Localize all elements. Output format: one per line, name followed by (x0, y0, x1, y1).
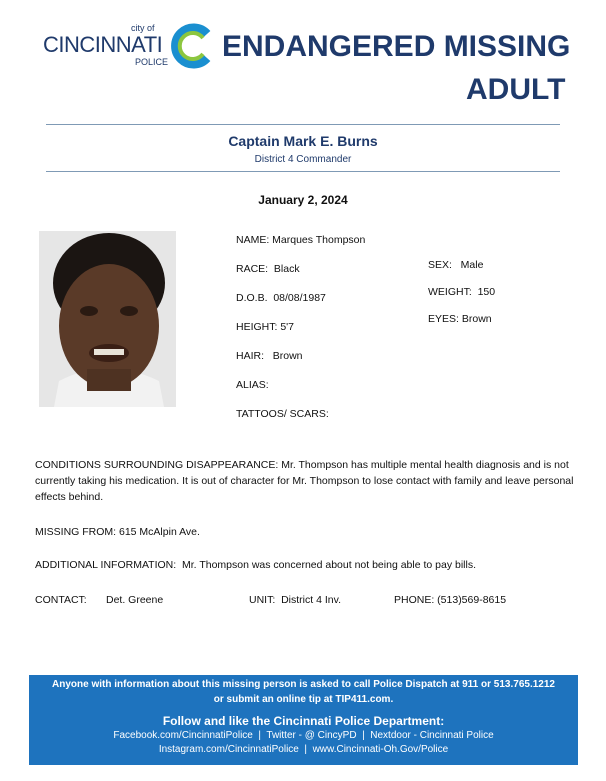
bottom-divider (46, 171, 560, 172)
logo-city-of: city of (131, 23, 155, 33)
missing-person-photo (39, 231, 176, 407)
date: January 2, 2024 (258, 193, 348, 207)
page-title-line2: ADULT (466, 73, 566, 106)
page-title: ENDANGERED MISSING (222, 30, 571, 63)
field-eyes: EYES: Brown (428, 313, 492, 325)
c-emblem-icon (167, 22, 213, 70)
tip-banner (29, 675, 578, 765)
contact-label: CONTACT: (35, 594, 87, 606)
contact-name: Det. Greene (106, 594, 164, 606)
banner-follow-heading: Follow and like the Cincinnati Police Department: (162, 714, 445, 728)
field-weight: WEIGHT: 150 (428, 286, 496, 298)
top-divider (46, 124, 560, 125)
commander-title: District 4 Commander (254, 154, 352, 165)
additional-info-text: ADDITIONAL INFORMATION: Mr. Thompson was concerned about not being able to pay bills. (35, 559, 476, 571)
missing-from-text: MISSING FROM: 615 McAlpin Ave. (35, 526, 200, 538)
contact-phone: PHONE: (513)569-8615 (394, 594, 507, 606)
field-hair: HAIR: Brown (236, 350, 303, 362)
banner-line-2: or submit an online tip at TIP411.com. (213, 694, 394, 705)
field-height: HEIGHT: 5'7 (236, 321, 295, 333)
field-name: NAME: Marques Thompson (236, 234, 366, 246)
banner-line-1: Anyone with information about this missing person is asked to call Police Dispatch at 911 or 513.765.1212 (52, 679, 555, 690)
conditions-text: CONDITIONS SURROUNDING DISAPPEARANCE: Mr. Thompson has multiple mental health diagnosis and is not currently taking his medication. It is out of character for Mr. Thompson to lose contact with family and leave personal effects behind. (35, 459, 574, 503)
field-tattoos: TATTOOS/ SCARS: (236, 408, 329, 420)
field-sex: SEX: Male (428, 259, 484, 271)
logo-police: POLICE (135, 57, 169, 67)
banner-social-line-1: Facebook.com/CincinnatiPolice | Twitter - @ CincyPD | Nextdoor - Cincinnati Police (113, 730, 494, 741)
logo (43, 22, 213, 72)
banner-social-line-2: Instagram.com/CincinnatiPolice | www.Cincinnati-Oh.Gov/Police (158, 744, 449, 755)
logo-cincinnati: CINCINNATI (43, 32, 163, 57)
contact-unit: UNIT: District 4 Inv. (249, 594, 341, 606)
field-alias: ALIAS: (236, 379, 269, 391)
field-dob: D.O.B. 08/08/1987 (236, 292, 326, 304)
captain-name: Captain Mark E. Burns (228, 133, 378, 149)
field-race: RACE: Black (236, 263, 300, 275)
